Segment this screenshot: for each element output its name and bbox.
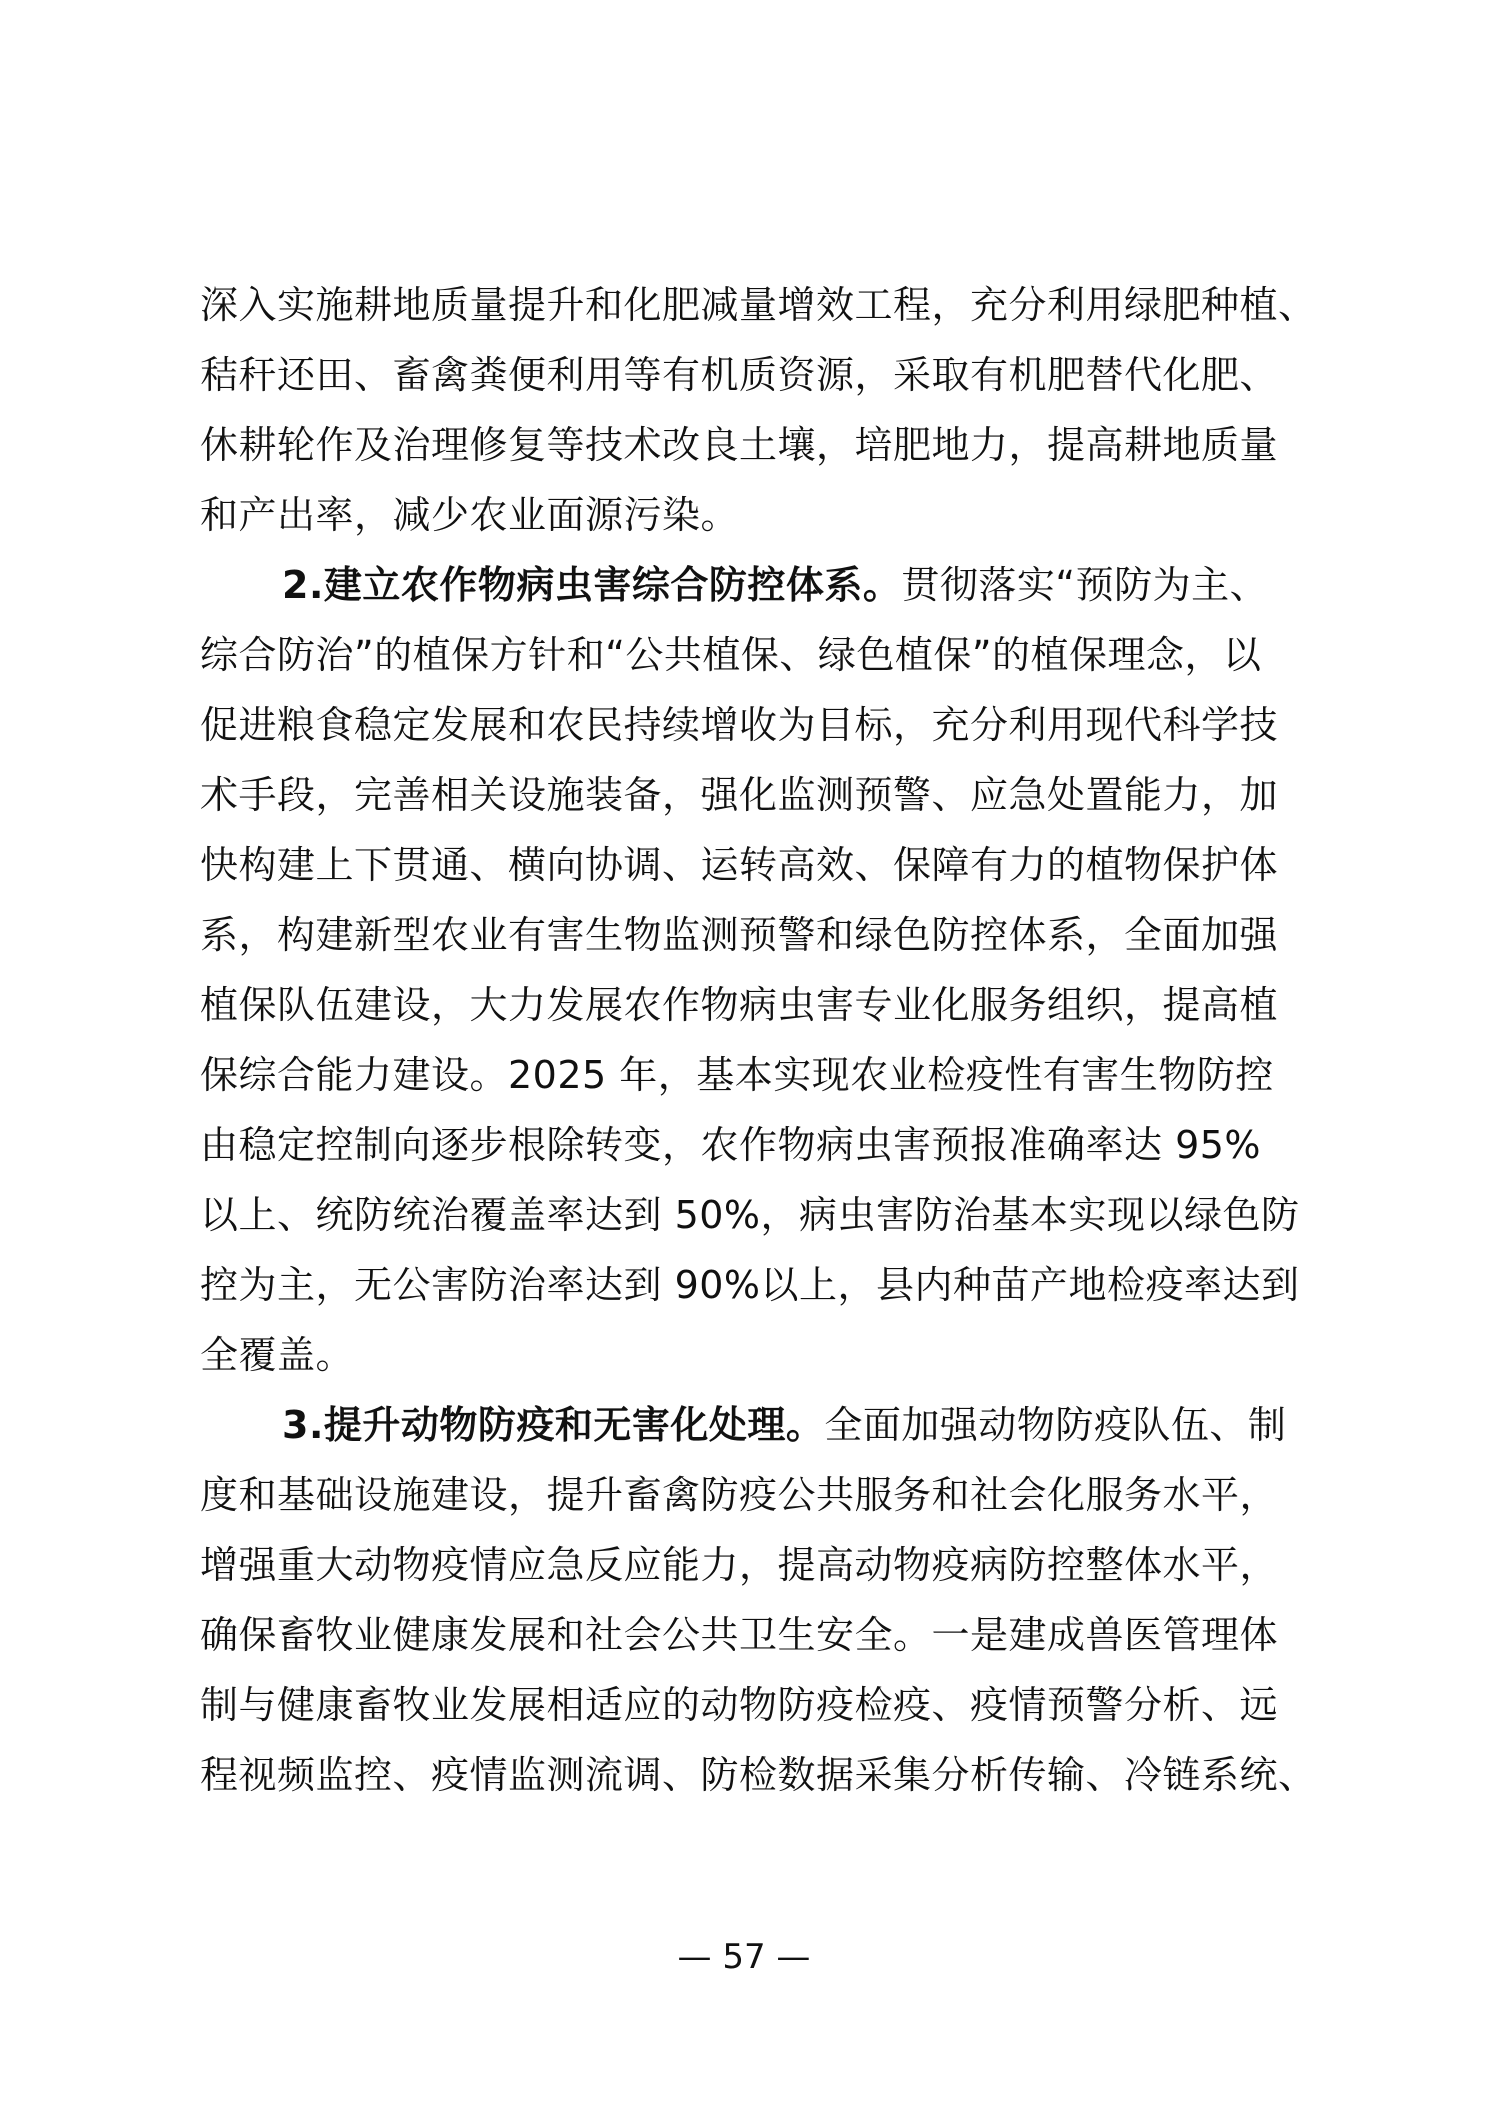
paragraph-2-line: 植保队伍建设，大力发展农作物病虫害专业化服务组织，提高植 — [200, 983, 1279, 1027]
section-heading-pest-control: 2.建立农作物病虫害综合防控体系。 — [282, 563, 902, 607]
paragraph-3-line: 确保畜牧业健康发展和社会公共卫生安全。一是建成兽医管理体 — [200, 1613, 1279, 1657]
paragraph-3-line: 度和基础设施建设，提升畜禽防疫公共服务和社会化服务水平， — [200, 1473, 1279, 1517]
paragraph-3-line: 制与健康畜牧业发展相适应的动物防疫检疫、疫情预警分析、远 — [200, 1683, 1279, 1727]
section-heading-animal-epidemic: 3.提升动物防疫和无害化处理。 — [282, 1403, 825, 1447]
paragraph-1-line-3: 休耕轮作及治理修复等技术改良土壤，培肥地力，提高耕地质量 — [200, 423, 1279, 467]
paragraph-3-line: 增强重大动物疫情应急反应能力，提高动物疫病防控整体水平， — [200, 1543, 1279, 1587]
paragraph-2-line: 保综合能力建设。2025 年，基本实现农业检疫性有害生物防控 — [200, 1053, 1274, 1097]
paragraph-2-line: 控为主，无公害防治率达到 90%以上，县内种苗产地检疫率达到 — [200, 1263, 1300, 1307]
paragraph-2-line: 全覆盖。 — [200, 1333, 355, 1377]
paragraph-1-line-2: 秸秆还田、畜禽粪便利用等有机质资源，采取有机肥替代化肥、 — [200, 353, 1279, 397]
paragraph-3-line-1 — [200, 1390, 1310, 1460]
paragraph-2-line-1 — [200, 550, 1310, 620]
paragraph-3-first-text: 全面加强动物防疫队伍、制 — [824, 1403, 1287, 1447]
body-text — [200, 270, 1317, 1810]
paragraph-1-line-4: 和产出率，减少农业面源污染。 — [200, 493, 740, 537]
paragraph-2-line: 术手段，完善相关设施装备，强化监测预警、应急处置能力，加 — [200, 773, 1279, 817]
paragraph-2-line: 快构建上下贯通、横向协调、运转高效、保障有力的植物保护体 — [200, 843, 1279, 887]
page-number: — 57 — — [677, 1937, 811, 1977]
paragraph-2-line: 促进粮食稳定发展和农民持续增收为目标，充分利用现代科学技 — [200, 703, 1279, 747]
paragraph-1-line-1: 深入实施耕地质量提升和化肥减量增效工程，充分利用绿肥种植、 — [200, 283, 1317, 327]
paragraph-2-line: 系，构建新型农业有害生物监测预警和绿色防控体系，全面加强 — [200, 913, 1279, 957]
paragraph-2-line: 综合防治”的植保方针和“公共植保、绿色植保”的植保理念，以 — [200, 633, 1262, 677]
paragraph-2-line: 由稳定控制向逐步根除转变，农作物病虫害预报准确率达 95% — [200, 1123, 1262, 1167]
paragraph-2-line: 以上、统防统治覆盖率达到 50%，病虫害防治基本实现以绿色防 — [200, 1193, 1300, 1237]
paragraph-3-line: 程视频监控、疫情监测流调、防检数据采集分析传输、冷链系统、 — [200, 1753, 1317, 1797]
paragraph-2-first-text: 贯彻落实“预防为主、 — [901, 563, 1269, 607]
